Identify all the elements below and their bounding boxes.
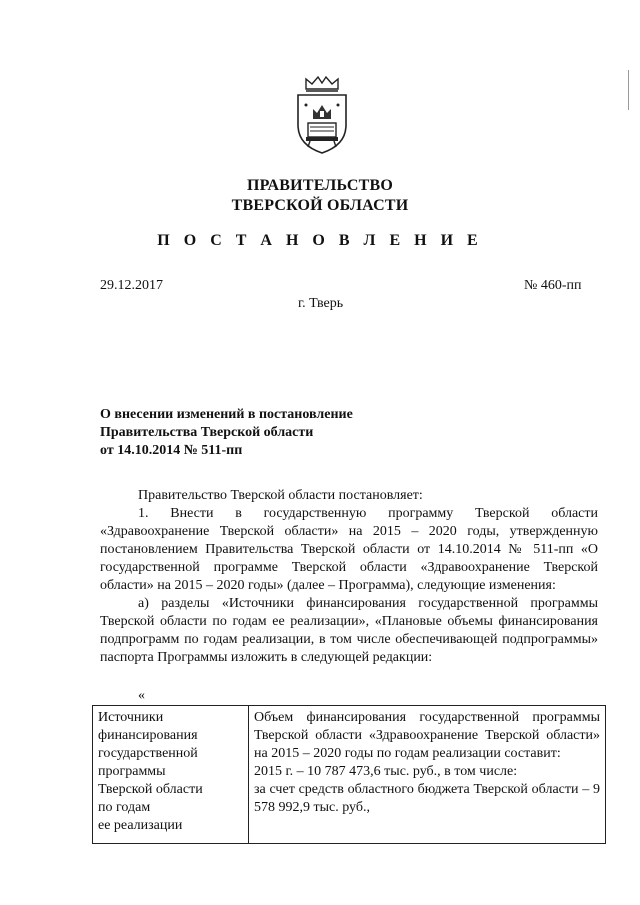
scan-edge-mark bbox=[628, 70, 629, 110]
document-number: № 460-пп bbox=[524, 278, 582, 293]
document-date: 29.12.2017 bbox=[100, 278, 163, 293]
subject-line: О внесении изменений в постановление bbox=[100, 407, 353, 422]
financing-table bbox=[92, 705, 606, 844]
document-subject bbox=[100, 406, 440, 460]
value-paragraph: Объем финансирования государственной программы Тверской области «Здравоохранение Тверской области» на 2015 – 2020 годы по годам реализации составит: bbox=[254, 710, 600, 761]
subject-line: Правительства Тверской области bbox=[100, 425, 314, 440]
label-line: ее реализации bbox=[98, 818, 183, 833]
label-line: государственной bbox=[98, 746, 198, 761]
label-line: Источники bbox=[98, 710, 164, 725]
document-body bbox=[100, 487, 598, 667]
table-row bbox=[93, 706, 606, 844]
opening-quote: « bbox=[138, 688, 145, 703]
document-city: г. Тверь bbox=[298, 296, 344, 311]
label-line: финансирования bbox=[98, 728, 198, 743]
label-line: программы bbox=[98, 764, 166, 779]
label-line: по годам bbox=[98, 800, 151, 815]
government-title-line1: ПРАВИТЕЛЬСТВО bbox=[246, 177, 394, 194]
body-item-1: 1. Внести в государственную программу Тверской области «Здравоохранение Тверской области» на 2015 – 2020 годы, утвержденную постановлением Правительства Тверской области от 14.10.2014 № 511-пп «О государственной программе Тверской области «Здравоохранение Тверской области» на 2015 – 2020 годы» (далее – Программа), следующие изменения: bbox=[100, 506, 598, 593]
government-title-line2: ТВЕРСКОЙ ОБЛАСТИ bbox=[231, 197, 409, 214]
value-paragraph: за счет средств областного бюджета Тверской области – 9 578 992,9 тыс. руб., bbox=[254, 782, 600, 815]
label-line: Тверской области bbox=[98, 782, 203, 797]
subject-line: от 14.10.2014 № 511-пп bbox=[100, 443, 243, 458]
table-cell-value bbox=[249, 706, 606, 844]
document-type-heading: П О С Т А Н О В Л Е Н И Е bbox=[157, 232, 483, 249]
value-paragraph: 2015 г. – 10 787 473,6 тыс. руб., в том числе: bbox=[254, 764, 518, 779]
coat-of-arms-icon bbox=[292, 75, 352, 155]
body-intro: Правительство Тверской области постановляет: bbox=[138, 488, 423, 503]
table-cell-label bbox=[93, 706, 249, 844]
body-item-1a: а) разделы «Источники финансирования государственной программы Тверской области по годам ее реализации», «Плановые объемы финансирования подпрограмм по годам реализации, в том числе обеспечивающей подпрограммы» паспорта Программы изложить в следующей редакции: bbox=[100, 596, 598, 665]
